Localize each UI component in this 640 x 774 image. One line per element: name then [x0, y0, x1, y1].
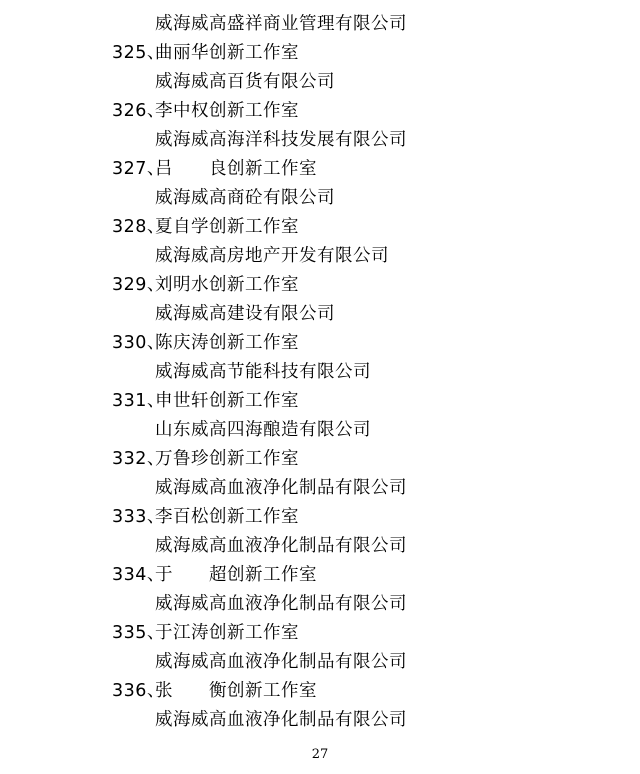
entry-organization-line [0, 358, 640, 387]
list-item [0, 677, 640, 735]
list-item [0, 561, 640, 619]
organization-text: 威海威高房地产开发有限公司 [155, 246, 389, 266]
entry-name: 申世轩创新工作室 [155, 391, 299, 411]
organization-text: 威海威高血液净化制品有限公司 [155, 652, 407, 672]
entry-organization-line [0, 184, 640, 213]
entry-number: 326、 [112, 101, 165, 121]
continued-organization-line [0, 10, 640, 39]
list-item [0, 271, 640, 329]
entry-organization-line [0, 126, 640, 155]
entry-name-line [0, 445, 640, 474]
entry-name: 李中权创新工作室 [155, 101, 299, 121]
entry-name-line [0, 619, 640, 648]
list-item [0, 619, 640, 677]
entry-organization-line [0, 590, 640, 619]
entry-name: 曲丽华创新工作室 [155, 43, 299, 63]
entry-name-line [0, 271, 640, 300]
organization-text: 威海威高盛祥商业管理有限公司 [155, 14, 407, 34]
entry-number: 328、 [112, 217, 165, 237]
entry-name: 陈庆涛创新工作室 [155, 333, 299, 353]
organization-text: 威海威高商砼有限公司 [155, 188, 335, 208]
entry-number: 327、 [112, 159, 165, 179]
entry-name-line [0, 39, 640, 68]
entry-number: 332、 [112, 449, 165, 469]
entry-number: 331、 [112, 391, 165, 411]
list-item [0, 155, 640, 213]
entry-organization-line [0, 300, 640, 329]
list-item [0, 97, 640, 155]
entry-organization-line [0, 532, 640, 561]
entry-name: 夏自学创新工作室 [155, 217, 299, 237]
entry-name-line [0, 329, 640, 358]
list-item [0, 213, 640, 271]
entry-organization-line [0, 68, 640, 97]
entry-number: 335、 [112, 623, 165, 643]
entry-organization-line [0, 416, 640, 445]
organization-text: 威海威高血液净化制品有限公司 [155, 536, 407, 556]
entry-number: 325、 [112, 43, 165, 63]
entry-name: 于 超创新工作室 [155, 565, 317, 585]
entry-name: 吕 良创新工作室 [155, 159, 317, 179]
organization-text: 威海威高建设有限公司 [155, 304, 335, 324]
document-body [0, 10, 640, 735]
entry-name-line [0, 155, 640, 184]
entry-name: 张 衡创新工作室 [155, 681, 317, 701]
entry-name: 李百松创新工作室 [155, 507, 299, 527]
entry-name-line [0, 213, 640, 242]
entry-name: 刘明水创新工作室 [155, 275, 299, 295]
list-item [0, 387, 640, 445]
entry-number: 334、 [112, 565, 165, 585]
list-item [0, 39, 640, 97]
entry-name-line [0, 677, 640, 706]
entry-number: 336、 [112, 681, 165, 701]
entry-name: 于江涛创新工作室 [155, 623, 299, 643]
list-item [0, 329, 640, 387]
entry-number: 333、 [112, 507, 165, 527]
entry-organization-line [0, 474, 640, 503]
list-item [0, 503, 640, 561]
entry-name-line [0, 561, 640, 590]
entry-name: 万鲁珍创新工作室 [155, 449, 299, 469]
organization-text: 威海威高节能科技有限公司 [155, 362, 371, 382]
organization-text: 威海威高百货有限公司 [155, 72, 335, 92]
entry-organization-line [0, 242, 640, 271]
organization-text: 威海威高血液净化制品有限公司 [155, 478, 407, 498]
entry-name-line [0, 387, 640, 416]
entry-name-line [0, 97, 640, 126]
entry-organization-line [0, 648, 640, 677]
organization-text: 山东威高四海酿造有限公司 [155, 420, 371, 440]
organization-text: 威海威高血液净化制品有限公司 [155, 594, 407, 614]
entry-organization-line [0, 706, 640, 735]
page-number: 27 [311, 747, 329, 762]
organization-text: 威海威高海洋科技发展有限公司 [155, 130, 407, 150]
entry-name-line [0, 503, 640, 532]
entry-number: 330、 [112, 333, 165, 353]
entry-number: 329、 [112, 275, 165, 295]
organization-text: 威海威高血液净化制品有限公司 [155, 710, 407, 730]
list-item [0, 445, 640, 503]
